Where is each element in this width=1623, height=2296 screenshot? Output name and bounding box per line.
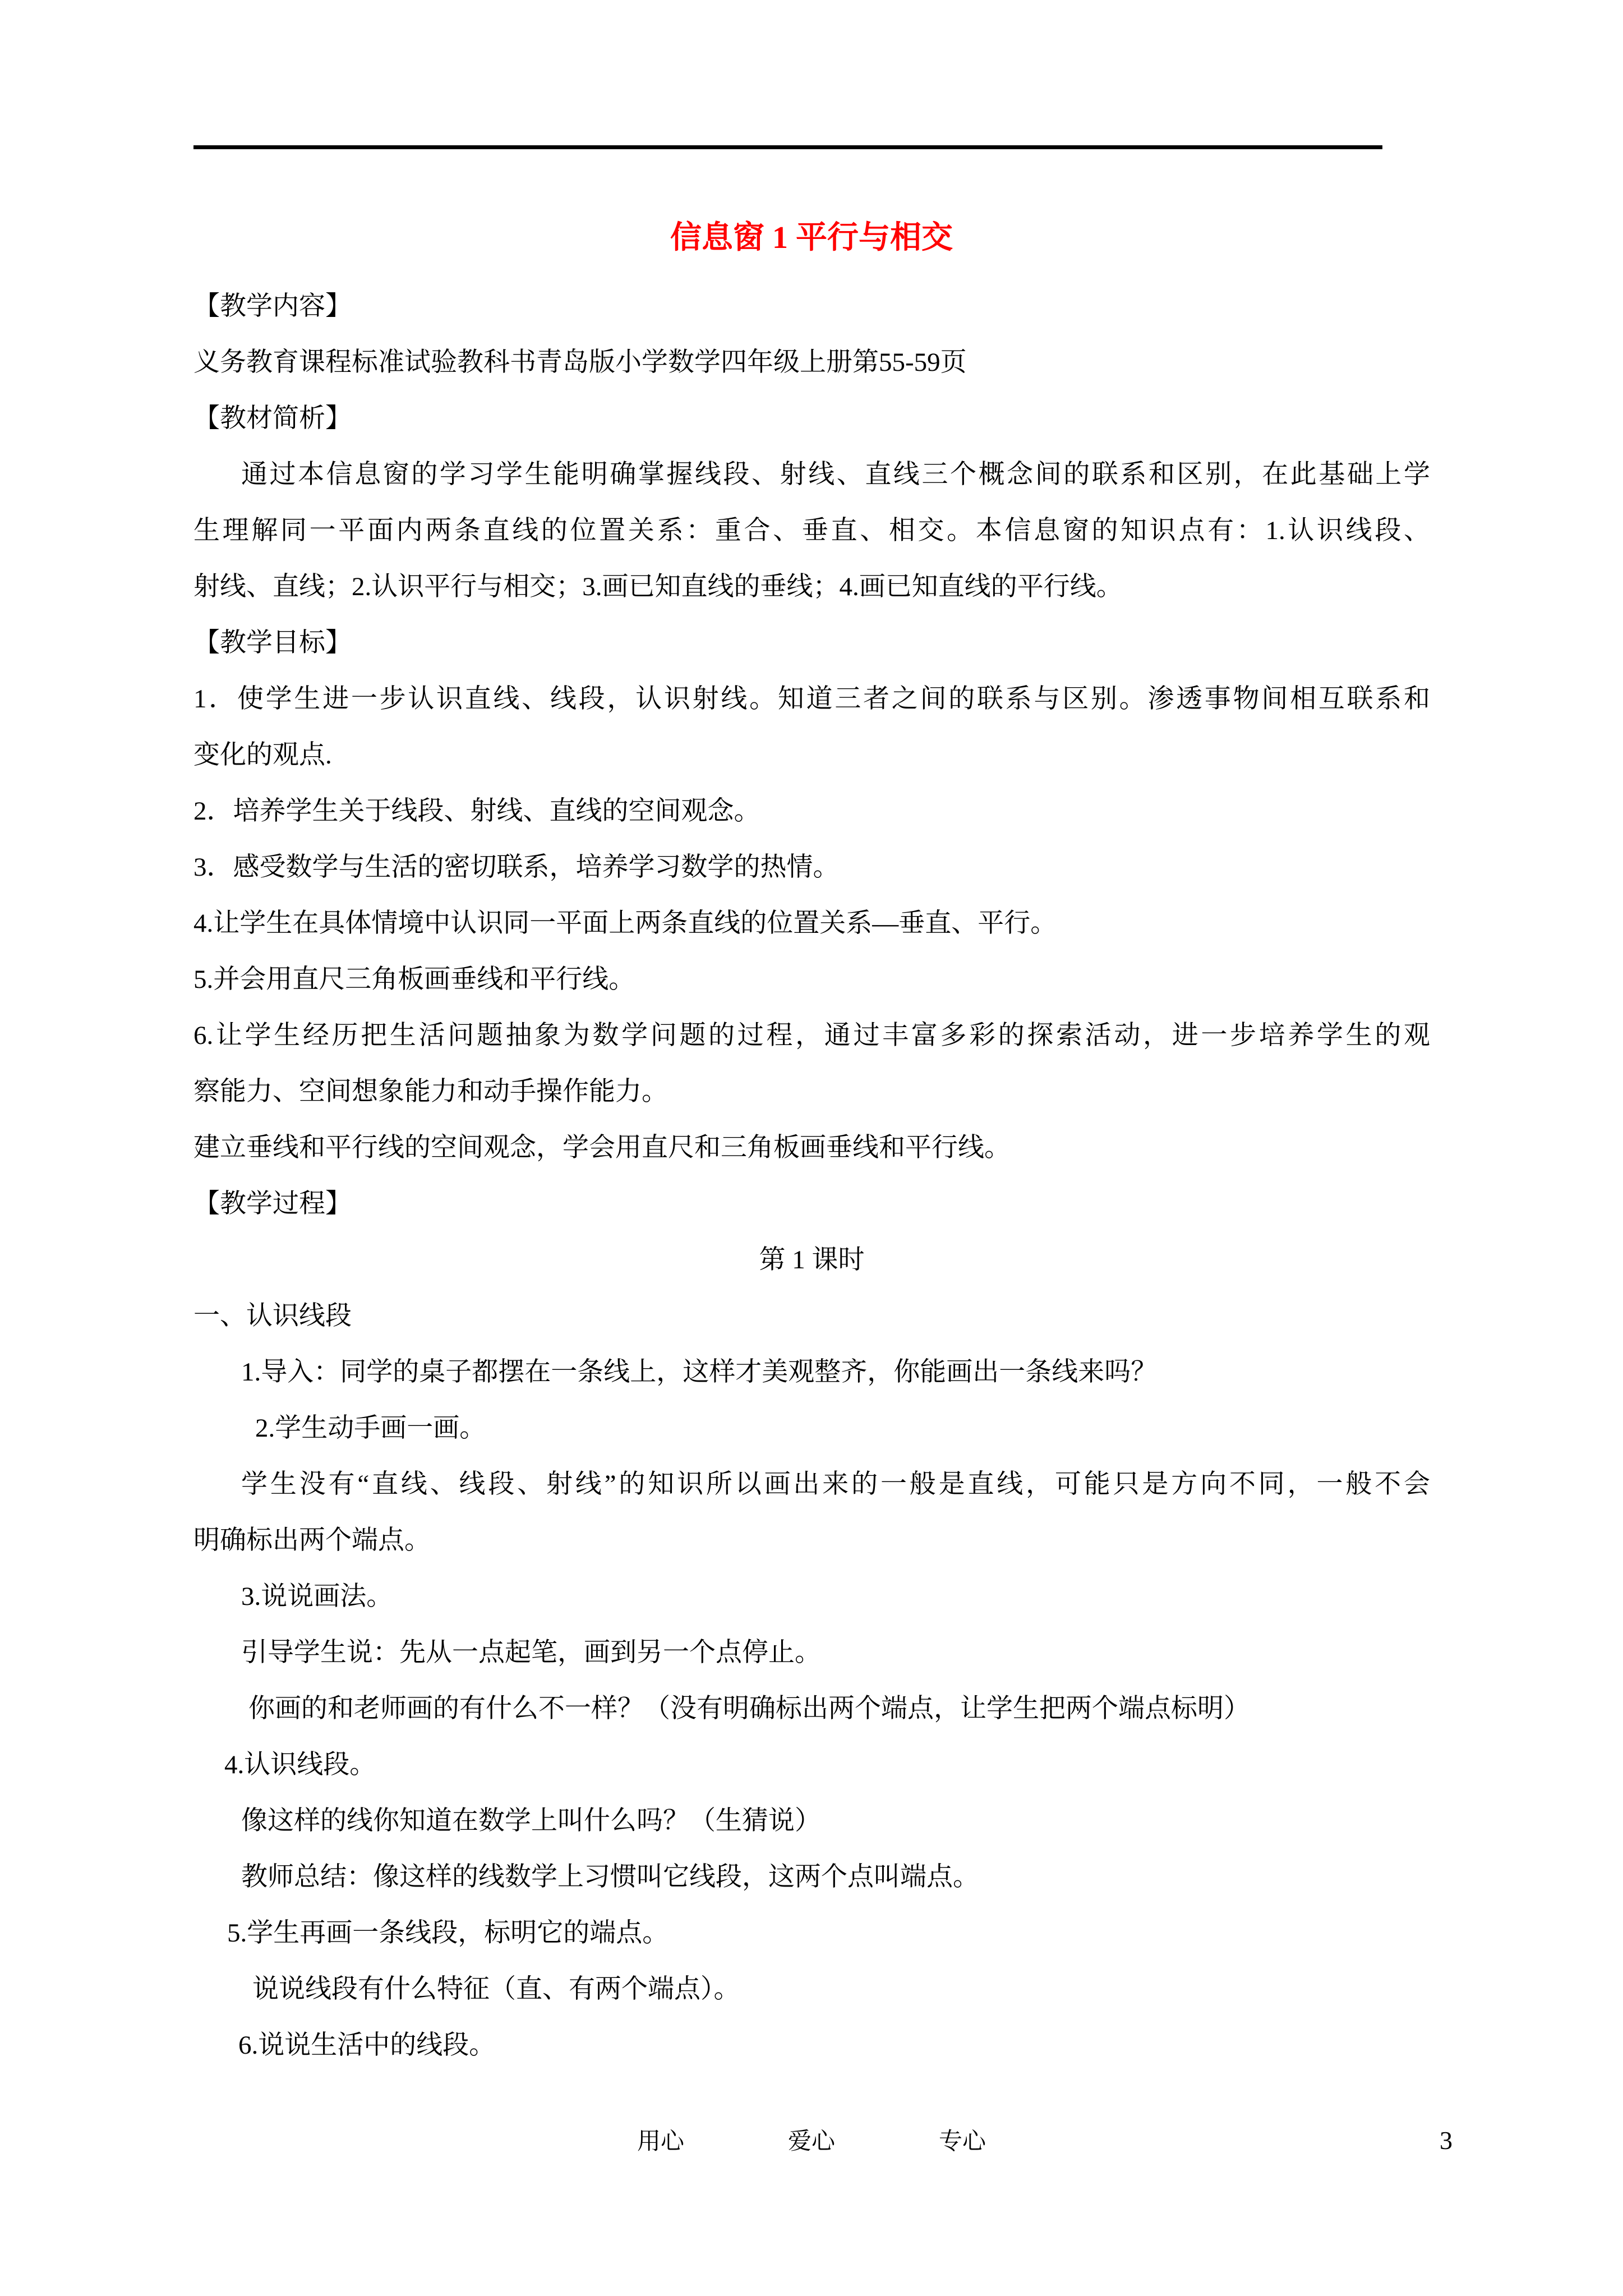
process-line: 说说线段有什么特征（直、有两个端点）。 <box>252 1975 740 2004</box>
process-line: 你画的和老师画的有什么不一样？（没有明确标出两个端点，让学生把两个端点标明） <box>248 1694 1250 1723</box>
page-number: 3 <box>1440 2126 1453 2155</box>
analysis-line: 通过本信息窗的学习学生能明确掌握线段、射线、直线三个概念间的联系和区别，在此基础上学 <box>241 460 1430 489</box>
process-line: 引导学生说：先从一点起笔，画到另一个点停止。 <box>241 1638 821 1667</box>
objective-line: 建立垂线和平行线的空间观念，学会用直尺和三角板画垂线和平行线。 <box>193 1133 1011 1162</box>
footer-word: 用心 <box>637 2129 684 2155</box>
section-header-teaching-content: 【教学内容】 <box>193 292 352 321</box>
section-header-material-analysis: 【教材简析】 <box>193 404 352 433</box>
footer <box>0 2126 1623 2157</box>
process-line: 6.说说生活中的线段。 <box>238 2031 496 2060</box>
process-line: 3.说说画法。 <box>241 1582 393 1611</box>
objective-line: 察能力、空间想象能力和动手操作能力。 <box>193 1077 668 1106</box>
objective-line: 5.并会用直尺三角板画垂线和平行线。 <box>193 965 635 994</box>
objective-line: 1．使学生进一步认识直线、线段，认识射线。知道三者之间的联系与区别。渗透事物间相互联系和 <box>193 684 1430 714</box>
process-line: 4.认识线段。 <box>224 1750 376 1779</box>
page-title: 信息窗 1 平行与相交 <box>670 220 953 255</box>
teaching-content-body: 义务教育课程标准试验教科书青岛版小学数学四年级上册第55-59页 <box>193 348 967 377</box>
objective-line: 变化的观点. <box>193 740 332 770</box>
section-header-teaching-objectives: 【教学目标】 <box>193 628 352 657</box>
objective-line: 4.让学生在具体情境中认识同一平面上两条直线的位置关系—垂直、平行。 <box>193 909 1057 938</box>
process-line: 2.学生动手画一画。 <box>255 1414 486 1443</box>
footer-word: 爱心 <box>787 2129 835 2155</box>
process-line: 1.导入：同学的桌子都摆在一条线上，这样才美观整齐，你能画出一条线来吗？ <box>241 1358 1158 1387</box>
process-line: 5.学生再画一条线段，标明它的端点。 <box>227 1918 669 1948</box>
process-line: 像这样的线你知道在数学上叫什么吗？（生猜说） <box>241 1806 821 1835</box>
process-line: 明确标出两个端点。 <box>193 1526 431 1555</box>
objective-line: 6.让学生经历把生活问题抽象为数学问题的过程，通过丰富多彩的探索活动，进一步培养学生的观 <box>193 1021 1430 1050</box>
footer-word: 专心 <box>939 2129 986 2155</box>
process-line: 教师总结：像这样的线数学上习惯叫它线段，这两个点叫端点。 <box>241 1862 979 1892</box>
analysis-line: 射线、直线；2.认识平行与相交；3.画已知直线的垂线；4.画已知直线的平行线。 <box>193 572 1123 601</box>
process-line: 学生没有“直线、线段、射线”的知识所以画出来的一般是直线，可能只是方向不同，一般不会 <box>241 1470 1430 1499</box>
section-header-teaching-process: 【教学过程】 <box>193 1189 352 1218</box>
header-rule <box>193 145 1382 149</box>
objective-line: 2．培养学生关于线段、射线、直线的空间观念。 <box>193 797 760 826</box>
lesson-title: 第 1 课时 <box>759 1245 865 1274</box>
objective-line: 3．感受数学与生活的密切联系，培养学习数学的热情。 <box>193 853 840 882</box>
process-section-heading: 一、认识线段 <box>193 1301 352 1331</box>
analysis-line: 生理解同一平面内两条直线的位置关系：重合、垂直、相交。本信息窗的知识点有：1.认识线段、 <box>193 516 1430 545</box>
